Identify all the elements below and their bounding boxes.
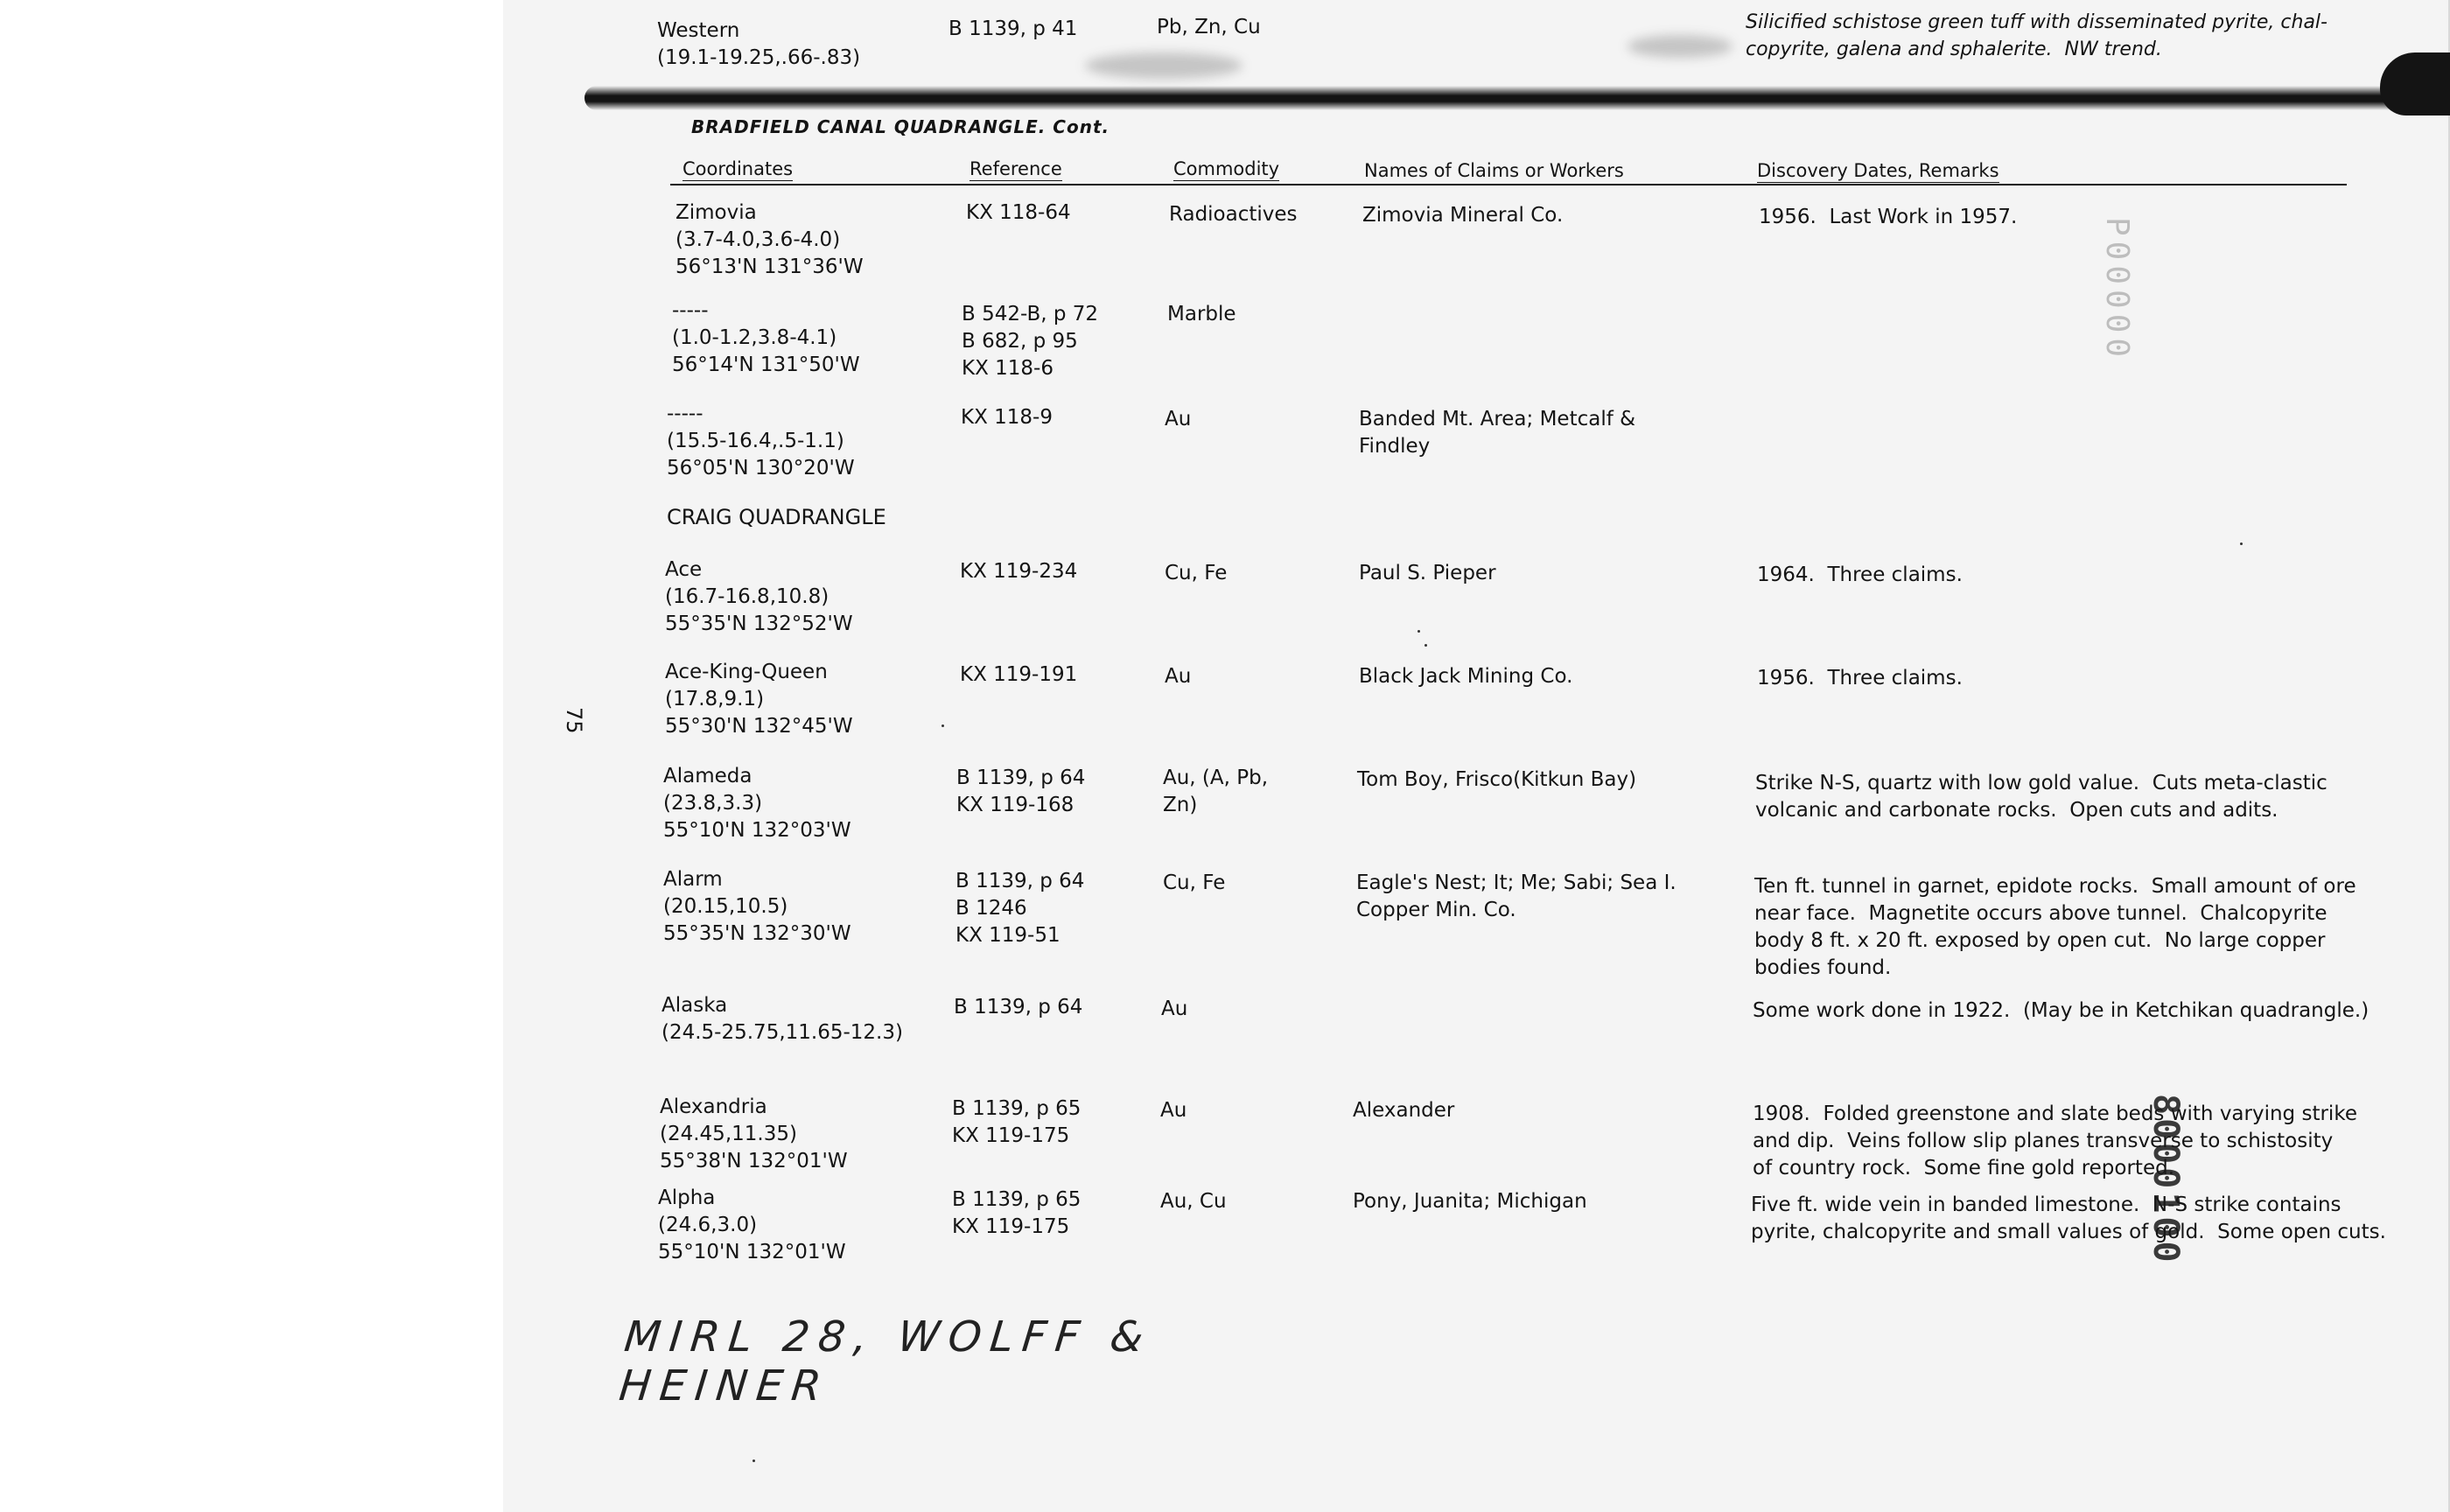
row-commodity: Au <box>1165 408 1192 430</box>
archive-stamp-side: 8000100 <box>2146 1094 2186 1266</box>
scan-speck <box>752 1460 755 1462</box>
scan-smudge <box>1085 52 1242 79</box>
top-row-commodity: Pb, Zn, Cu <box>1157 16 1261 38</box>
row-commodity: Au <box>1165 665 1192 688</box>
row-reference: KX 119-191 <box>960 663 1078 686</box>
top-row-coordinates: Western (19.1-19.25,.66-.83) <box>657 19 861 69</box>
row-commodity: Radioactives <box>1169 203 1298 226</box>
row-reference: KX 118-64 <box>966 201 1071 224</box>
row-reference: B 542-B, p 72 B 682, p 95 KX 118-6 <box>962 303 1099 380</box>
row-coordinates: Ace-King-Queen (17.8,9.1) 55°30'N 132°45'W <box>665 661 853 738</box>
row-coordinates: Ace (16.7-16.8,10.8) 55°35'N 132°52'W <box>665 558 853 635</box>
header-reference: Reference <box>970 158 1062 179</box>
row-names: Paul S. Pieper <box>1359 562 1496 584</box>
row-reference: B 1139, p 64 KX 119-168 <box>956 766 1086 816</box>
row-reference: B 1139, p 65 KX 119-175 <box>952 1097 1082 1147</box>
row-remarks: Some work done in 1922. (May be in Ketchikan quadrangle.) <box>1753 999 2370 1022</box>
row-commodity: Au <box>1160 1099 1187 1122</box>
scan-smudge <box>1628 35 1732 58</box>
row-remarks: 1908. Folded greenstone and slate beds with varying strike and dip. Veins follow slip planes transverse to schistosity of country rock. Some fine gold reported. <box>1753 1102 2357 1180</box>
row-names: Black Jack Mining Co. <box>1359 665 1573 688</box>
top-row-reference: B 1139, p 41 <box>948 18 1078 40</box>
left-margin <box>0 0 503 1512</box>
header-commodity: Commodity <box>1173 158 1280 179</box>
scan-blot <box>2380 52 2450 116</box>
row-names: Tom Boy, Frisco(Kitkun Bay) <box>1357 768 1637 791</box>
row-coordinates: Alameda (23.8,3.3) 55°10'N 132°03'W <box>663 765 851 842</box>
row-coordinates: Alaska (24.5-25.75,11.65-12.3) <box>662 994 903 1044</box>
row-coordinates: Alexandria (24.45,11.35) 55°38'N 132°01'W <box>660 1096 848 1172</box>
row-remarks: 1956. Last Work in 1957. <box>1759 206 2018 228</box>
row-reference: B 1139, p 64 <box>954 996 1083 1018</box>
row-commodity: Cu, Fe <box>1165 562 1228 584</box>
row-names: Pony, Juanita; Michigan <box>1353 1190 1587 1213</box>
row-remarks: Five ft. wide vein in banded limestone. N-S strike contains pyrite, chalcopyrite and small values of gold. Some open cuts. <box>1751 1194 2386 1243</box>
section-title: BRADFIELD CANAL QUADRANGLE. Cont. <box>691 116 1110 137</box>
header-rule <box>670 184 2347 186</box>
row-names: Alexander <box>1353 1099 1455 1122</box>
row-remarks: 1964. Three claims. <box>1757 564 1963 586</box>
row-reference: KX 119-234 <box>960 560 1078 583</box>
header-names: Names of Claims or Workers <box>1364 160 1624 181</box>
row-reference: B 1139, p 64 B 1246 KX 119-51 <box>956 870 1085 947</box>
row-coordinates: Zimovia (3.7-4.0,3.6-4.0) 56°13'N 131°36'W <box>676 201 864 278</box>
row-reference: B 1139, p 65 KX 119-175 <box>952 1188 1082 1238</box>
row-coordinates: Alarm (20.15,10.5) 55°35'N 132°30'W <box>663 868 851 945</box>
scan-speck <box>942 724 944 727</box>
row-coordinates: Alpha (24.6,3.0) 55°10'N 132°01'W <box>658 1186 846 1264</box>
row-commodity: Marble <box>1167 303 1236 326</box>
scan-speck <box>1424 644 1427 647</box>
row-commodity: Au, (A, Pb, Zn) <box>1163 766 1269 816</box>
scan-speck <box>1418 630 1420 633</box>
row-commodity: Cu, Fe <box>1163 872 1226 894</box>
row-names: Eagle's Nest; It; Me; Sabi; Sea I. Copper Min. Co. <box>1356 872 1676 921</box>
row-commodity: Au, Cu <box>1160 1190 1227 1213</box>
row-remarks: 1956. Three claims. <box>1757 667 1963 690</box>
row-remarks: Strike N-S, quartz with low gold value. Cuts meta-clastic volcanic and carbonate rocks. Open cuts and adits. <box>1755 772 2328 822</box>
row-names: Zimovia Mineral Co. <box>1362 204 1564 227</box>
header-coordinates: Coordinates <box>682 158 794 179</box>
row-coordinates: ----- (1.0-1.2,3.8-4.1) 56°14'N 131°50'W <box>672 299 860 376</box>
row-coordinates: ----- (15.5-16.4,.5-1.1) 56°05'N 130°20'W <box>667 402 855 480</box>
archive-stamp-top: P00000 <box>2099 217 2135 363</box>
scan-speck <box>2240 542 2243 545</box>
row-reference: KX 118-9 <box>961 406 1053 429</box>
craig-quadrangle-heading: CRAIG QUADRANGLE <box>667 505 886 529</box>
header-remarks: Discovery Dates, Remarks <box>1757 160 1999 181</box>
handwritten-note: MIRL 28, WOLFF & HEINER <box>616 1312 1155 1410</box>
row-commodity: Au <box>1161 998 1188 1020</box>
top-row-remarks: Silicified schistose green tuff with disseminated pyrite, chal- copyrite, galena and sphalerite. NW trend. <box>1746 11 2328 60</box>
row-remarks: Ten ft. tunnel in garnet, epidote rocks. Small amount of ore near face. Magnetite occurs above tunnel. Chalcopyrite body 8 ft. x 20 ft. exposed by open cut. No large copper bodies found. <box>1754 875 2356 979</box>
row-names: Banded Mt. Area; Metcalf & Findley <box>1359 408 1636 458</box>
page-number: 75 <box>562 707 586 734</box>
scan-shadow-band <box>584 86 2450 110</box>
